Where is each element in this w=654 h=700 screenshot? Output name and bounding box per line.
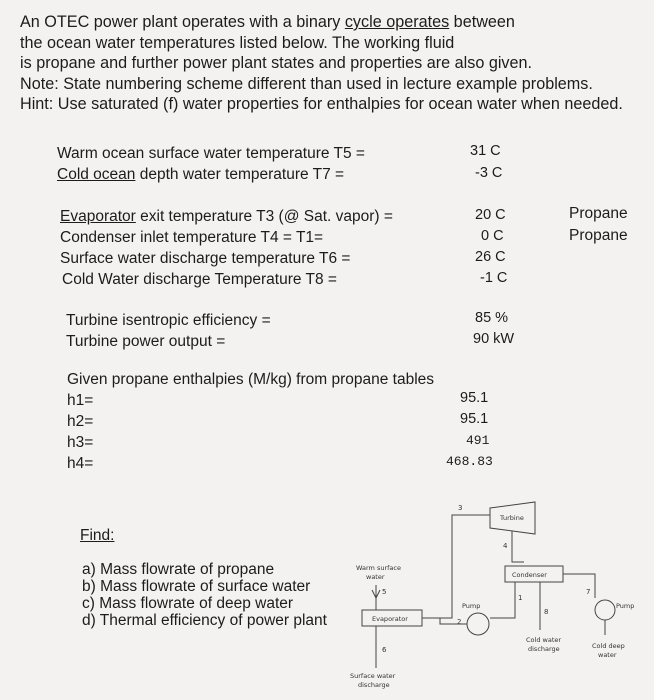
state-4: 4 — [503, 542, 508, 550]
find-item-a: a) Mass flowrate of propane — [82, 561, 275, 578]
cold-deep-label-2: water — [598, 651, 617, 659]
cold-temp-label — [57, 166, 344, 184]
h2-label: h2= — [67, 413, 94, 430]
warm-water-label-2: water — [366, 573, 385, 581]
evaporator-underlined: Evaporator — [60, 208, 136, 225]
state-8: 8 — [544, 608, 549, 616]
cond-inlet-label: Condenser inlet temperature T4 = T1= — [60, 229, 324, 246]
find-heading-text: Find: — [80, 527, 115, 544]
surface-discharge-label-1: Surface water — [350, 672, 396, 680]
cold-temp-label-rest: depth water temperature T7 = — [135, 166, 345, 183]
state-7: 7 — [586, 588, 591, 596]
warm-temp-label: Warm ocean surface water temperature T5 = — [57, 145, 365, 162]
turbine-power-label: Turbine power output = — [66, 333, 226, 350]
pump-left-label: Pump — [462, 602, 481, 610]
pump-left-circle — [467, 613, 489, 635]
evaporator-label: Evaporator — [372, 615, 408, 623]
state-6: 6 — [382, 646, 387, 654]
line-turbine-condenser — [512, 531, 524, 562]
warm-water-label-1: Warm surface — [356, 564, 401, 572]
cold-discharge-label-1: Cold water — [526, 636, 562, 644]
cond-fluid: Propane — [569, 227, 628, 244]
h4-label: h4= — [67, 455, 94, 472]
cold-discharge-value: -1 C — [480, 270, 508, 286]
evap-exit-label — [60, 208, 393, 226]
turbine-eff-label: Turbine isentropic efficiency = — [66, 312, 271, 329]
state-3: 3 — [458, 504, 463, 512]
find-item-c: c) Mass flowrate of deep water — [82, 595, 294, 612]
condenser-label: Condenser — [512, 571, 547, 579]
cond-inlet-value: 0 C — [481, 228, 504, 244]
problem-intro — [20, 12, 623, 115]
h4-value: 468.83 — [446, 454, 493, 469]
h1-value: 95.1 — [460, 390, 489, 406]
h3-value: 491 — [466, 433, 490, 448]
surface-discharge-label-2: discharge — [358, 681, 390, 689]
warm-temp-value: 31 C — [470, 143, 501, 159]
h3-label: h3= — [67, 434, 94, 451]
evap-fluid: Propane — [569, 205, 628, 222]
turbine-eff-value: 85 % — [475, 310, 509, 326]
cold-temp-value: -3 C — [475, 165, 503, 181]
intro-line-1: An OTEC power plant operates with a binary cycle operates between — [20, 13, 515, 31]
intro-underlined: cycle operates — [344, 13, 450, 31]
intro-line-3: is propane and further power plant states and properties are also given. — [20, 54, 533, 72]
h2-value: 95.1 — [460, 411, 489, 427]
evap-exit-label-rest: exit temperature T3 (@ Sat. vapor) = — [135, 208, 393, 225]
state-2: 2 — [457, 618, 462, 626]
state-5: 5 — [382, 588, 387, 596]
cold-ocean-underlined: Cold ocean — [57, 166, 136, 183]
turbine-power-value: 90 kW — [473, 331, 515, 347]
intro-line-4: Note: State numbering scheme different than used in lecture example problems. — [20, 74, 593, 93]
cold-discharge-label-2: discharge — [528, 645, 560, 653]
pump-right-circle — [595, 600, 615, 620]
cold-deep-label-1: Cold deep — [592, 642, 625, 650]
cold-discharge-label: Cold Water discharge Temperature T8 = — [62, 271, 337, 288]
line-condenser-pump — [490, 582, 515, 618]
enthalpy-heading: Given propane enthalpies (M/kg) from propane tables — [67, 371, 435, 388]
find-item-d: d) Thermal efficiency of power plant — [82, 612, 327, 629]
surface-discharge-label: Surface water discharge temperature T6 = — [60, 250, 351, 267]
turbine-label: Turbine — [500, 514, 524, 522]
intro-line-2: the ocean water temperatures listed below. The working fluid — [20, 33, 455, 52]
find-item-b: b) Mass flowrate of surface water — [82, 578, 311, 595]
pump-right-label: Pump — [616, 602, 635, 610]
evap-exit-value: 20 C — [475, 207, 506, 223]
surface-discharge-value: 26 C — [475, 249, 506, 265]
find-heading — [80, 527, 114, 545]
intro-line-5: Hint: Use saturated (f) water properties for enthalpies for ocean water when needed. — [20, 95, 623, 113]
otec-schematic — [340, 490, 640, 695]
h1-label: h1= — [67, 392, 94, 409]
state-1: 1 — [518, 594, 523, 602]
